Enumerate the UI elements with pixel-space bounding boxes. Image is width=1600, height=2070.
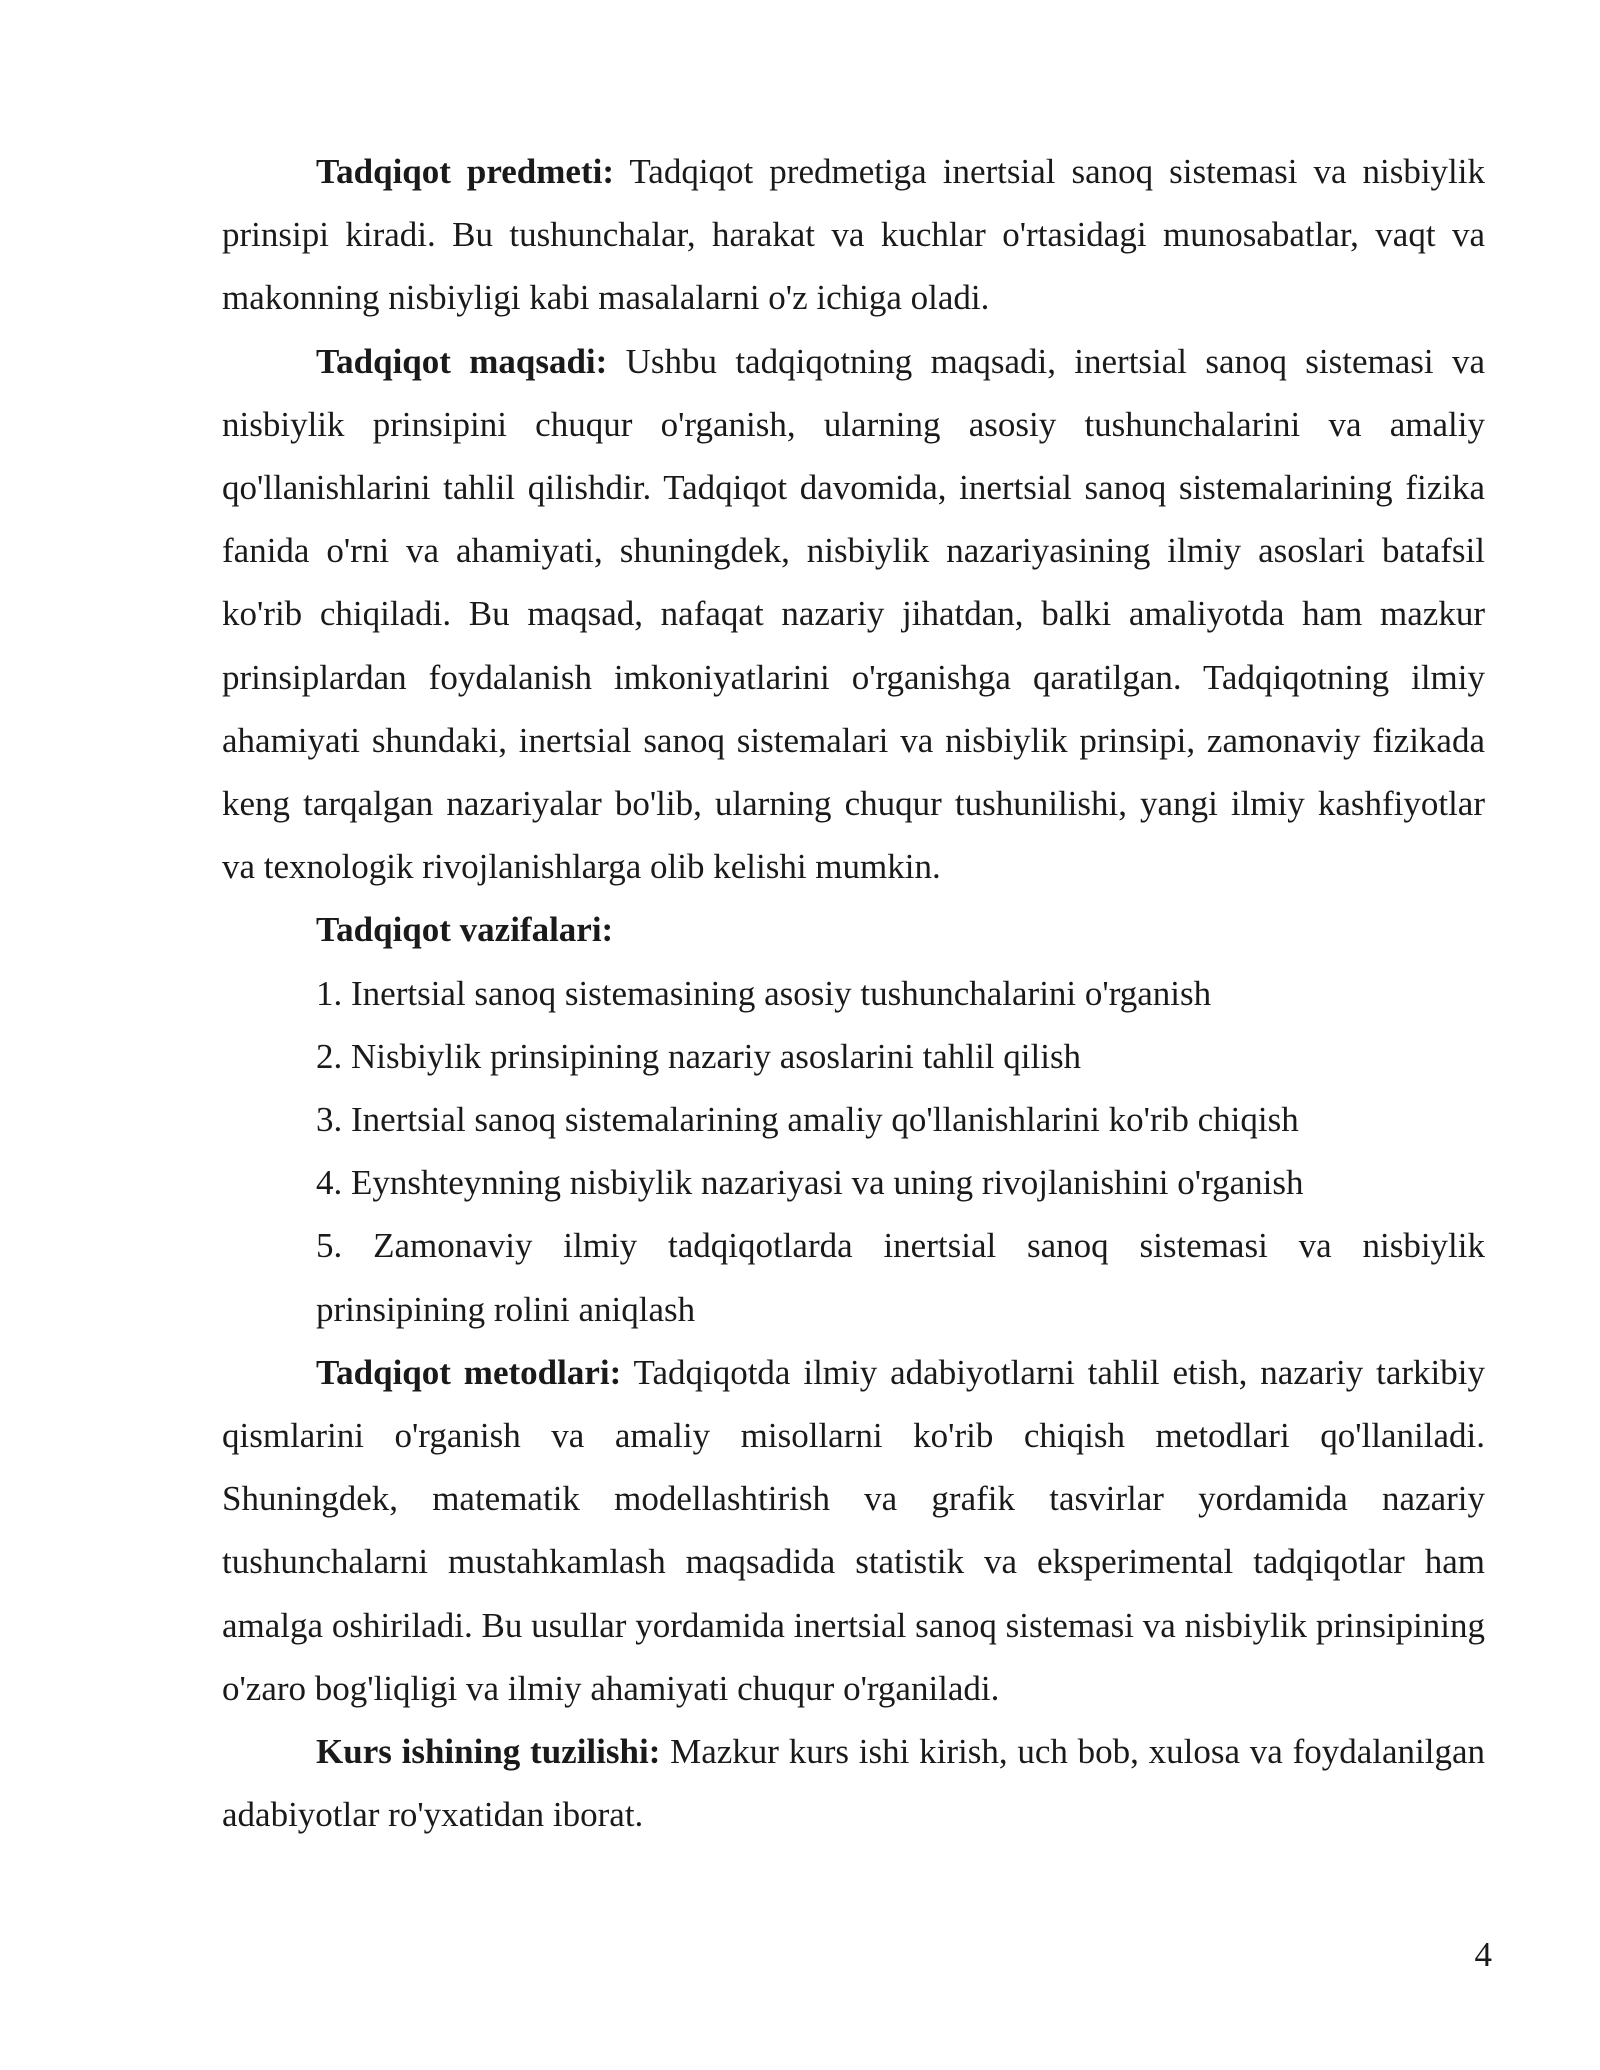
research-subject-label: Tadqiqot predmeti: xyxy=(316,152,614,191)
paragraph-research-methods xyxy=(222,1341,1485,1720)
paragraph-research-goal xyxy=(222,330,1485,899)
research-tasks-heading: Tadqiqot vazifalari: xyxy=(316,910,614,950)
list-item: 4. Eynshteynning nisbiylik nazariyasi va uning rivojlanishini o'rganish xyxy=(316,1163,1304,1203)
research-subject-text: Tadqiqot predmetiga inertsial sanoq sistemasi va nisbiylik prinsipi kiradi. Bu tushunchalar, harakat va kuchlar o'rtasidagi munosabatlar, vaqt va makonning nisbiyligi kabi masalalarni o'z ichiga oladi. xyxy=(222,152,1485,318)
list-item: 2. Nisbiylik prinsipining nazariy asoslarini tahlil qilish xyxy=(316,1036,1082,1076)
paragraph-research-subject xyxy=(222,140,1485,330)
course-structure-label: Kurs ishining tuzilishi: xyxy=(316,1732,661,1772)
course-structure-text: Mazkur kurs ishi kirish, uch bob, xulosa va foydalanilgan adabiyotlar ro'yxatidan iborat. xyxy=(222,1732,1486,1835)
page-number: 4 xyxy=(1474,1935,1492,1974)
research-methods-label: Tadqiqot metodlari: xyxy=(316,1352,622,1392)
list-item: 1. Inertsial sanoq sistemasining asosiy tushunchalarini o'rganish xyxy=(316,973,1212,1013)
document-body xyxy=(222,140,1485,1846)
list-item: 5. Zamonaviy ilmiy tadqiqotlarda inertsial sanoq sistemasi va nisbiylik prinsipining rolini aniqlash xyxy=(316,1226,1485,1329)
research-methods-text: Tadqiqotda ilmiy adabiyotlarni tahlil etish, nazariy tarkibiy qismlarini o'rganish va amaliy misollarni ko'rib chiqish metodlari qo'llaniladi. Shuningdek, matematik modellashtirish va grafik tasvirlar yordamida nazariy tushunchalarni mustahkamlash maqsadida statistik va eksperimental tadqiqotlar ham amalga oshiriladi. Bu usullar yordamida inertsial sanoq sistemasi va nisbiylik prinsipining o'zaro bog'liqligi va ilmiy ahamiyati chuqur o'rganiladi. xyxy=(222,1352,1485,1708)
research-tasks-list xyxy=(222,962,1485,1341)
research-goal-text: Ushbu tadqiqotning maqsadi, inertsial sanoq sistemasi va nisbiylik prinsipini chuqur o'rganish, ularning asosiy tushunchalarini va amaliy qo'llanishlarini tahlil qilishdir. Tadqiqot davomida, inertsial sanoq sistemalarining fizika fanida o'rni va ahamiyati, shuningdek, nisbiylik nazariyasining ilmiy asoslari batafsil ko'rib chiqiladi. Bu maqsad, nafaqat nazariy jihatdan, balki amaliyotda ham mazkur prinsiplardan foydalanish imkoniyatlarini o'rganishga qaratilgan. Tadqiqotning ilmiy ahamiyati shundaki, inertsial sanoq sistemalari va nisbiylik prinsipi, zamonaviy fizikada keng tarqalgan nazariyalar bo'lib, ularning chuqur tushunilishi, yangi ilmiy kashfiyotlar va texnologik rivojlanishlarga olib kelishi mumkin. xyxy=(222,341,1485,887)
research-goal-label: Tadqiqot maqsadi: xyxy=(316,341,608,381)
list-item: 3. Inertsial sanoq sistemalarining amaliy qo'llanishlarini ko'rib chiqish xyxy=(316,1100,1299,1140)
paragraph-course-structure xyxy=(222,1720,1485,1846)
